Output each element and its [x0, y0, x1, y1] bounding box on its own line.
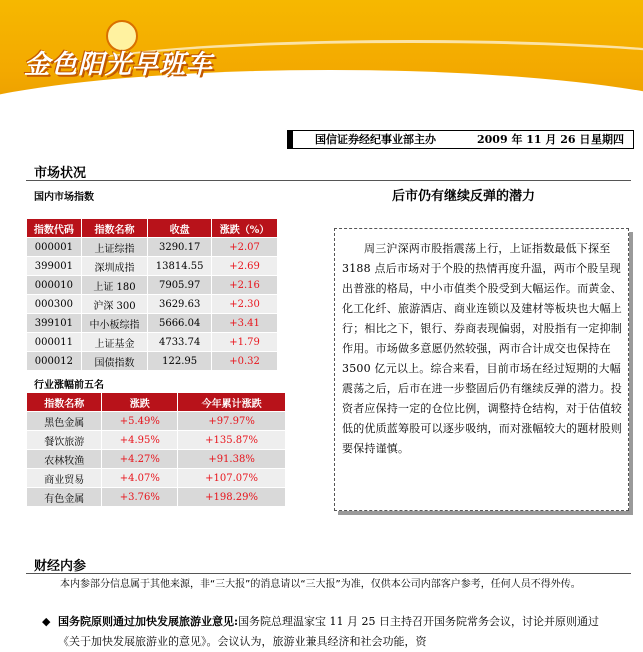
- index-change: +2.16: [212, 276, 277, 294]
- table-row: [27, 450, 285, 468]
- header-banner: [0, 0, 643, 118]
- issue-date: 2009 年 11 月 26 日: [477, 133, 591, 146]
- index-table-header: [27, 219, 277, 237]
- index-name: 上证 180: [82, 276, 147, 294]
- commentary-headline: 后市仍有继续反弹的潜力: [392, 189, 536, 204]
- section-title-finance: 财经内参: [34, 559, 87, 574]
- table-row: [27, 488, 285, 506]
- index-change: +2.30: [212, 295, 277, 313]
- index-code: 399101: [27, 314, 81, 332]
- market-commentary: 周三沪深两市股指震荡上行，上证指数最低下探至 3188 点后市场对于个股的热情再度升温，两市个股呈现出普涨的格局，中小市值类个股受到大幅运作。而黄金、化工化纤、旅游酒店、商业连锁以及建材等板块也大幅上行；相比之下，银行、券商表现偏弱，对股指有一定抑制作用。市场做多意愿仍然较强，两市合计成交也保持在 3500 亿元以上。综合来看，目前市场在经过短期的大幅震荡之后，后市在进一步整固后仍有继续反弹的潜力。投资者应保持一定的仓位比例，调整持仓结构，对于估值较低的优质蓝筹股可以逐步吸纳，而对涨幅较大的题材股则要保持谨慎。: [334, 228, 629, 511]
- index-change: +2.07: [212, 238, 277, 256]
- industry-name: 黑色金属: [27, 412, 101, 430]
- table-row: [27, 276, 277, 294]
- index-name: 中小板综指: [82, 314, 147, 332]
- industry-ytd: +97.97%: [178, 412, 285, 430]
- index-code: 000010: [27, 276, 81, 294]
- section-title-market: 市场状况: [34, 166, 87, 181]
- industry-top5-title: 行业涨幅前五名: [34, 380, 104, 391]
- col-code: 指数代码: [27, 219, 81, 237]
- industry-change: +4.27%: [102, 450, 177, 468]
- index-close: 122.95: [148, 352, 211, 370]
- industry-name: 农林牧渔: [27, 450, 101, 468]
- index-code: 000012: [27, 352, 81, 370]
- index-name: 沪深 300: [82, 295, 147, 313]
- col-name: 指数名称: [82, 219, 147, 237]
- index-close: 3290.17: [148, 238, 211, 256]
- col-industry-ytd: 今年累计涨跌: [178, 393, 285, 411]
- index-change: +0.32: [212, 352, 277, 370]
- info-bar-accent: [287, 130, 292, 149]
- index-close: 4733.74: [148, 333, 211, 351]
- col-industry-change: 涨跌: [102, 393, 177, 411]
- industry-change: +3.76%: [102, 488, 177, 506]
- industry-table: [26, 392, 286, 507]
- news-item: [42, 612, 603, 652]
- industry-change: +4.95%: [102, 431, 177, 449]
- table-row: [27, 314, 277, 332]
- index-name: 深圳成指: [82, 257, 147, 275]
- industry-change: +5.49%: [102, 412, 177, 430]
- table-row: [27, 352, 277, 370]
- section-divider: [26, 573, 631, 574]
- index-change: +1.79: [212, 333, 277, 351]
- index-code: 000011: [27, 333, 81, 351]
- index-close: 7905.97: [148, 276, 211, 294]
- section-divider: [26, 180, 631, 181]
- index-code: 000300: [27, 295, 81, 313]
- news-headline: 国务院原则通过加快发展旅游业意见:: [58, 615, 239, 628]
- table-row: [27, 412, 285, 430]
- brand-logo: 金色阳光早班车: [24, 50, 214, 80]
- index-code: 399001: [27, 257, 81, 275]
- table-row: [27, 333, 277, 351]
- col-close: 收盘: [148, 219, 211, 237]
- index-name: 国债指数: [82, 352, 147, 370]
- issue-weekday: 星期四: [591, 133, 624, 146]
- col-industry-name: 指数名称: [27, 393, 101, 411]
- index-close: 5666.04: [148, 314, 211, 332]
- index-close: 13814.55: [148, 257, 211, 275]
- industry-ytd: +198.29%: [178, 488, 285, 506]
- index-change: +2.69: [212, 257, 277, 275]
- industry-name: 商业贸易: [27, 469, 101, 487]
- disclaimer-notice: 本内参部分信息属于其他来源，非“三大报”的消息请以“三大报”为准，仅供本公司内部客户参考，任何人员不得外传。: [60, 579, 581, 590]
- industry-change: +4.07%: [102, 469, 177, 487]
- industry-name: 餐饮旅游: [27, 431, 101, 449]
- news-body: 国务院总理温家宝 11 月 25 日主持召开国务院常务会议，讨论并原则通过《关于加快发展旅游业的意见》。会议认为，旅游业兼具经济和社会功能，资: [58, 615, 600, 648]
- table-row: [27, 238, 277, 256]
- publisher-name: 国信证券经纪事业部主办: [315, 133, 436, 146]
- industry-ytd: +91.38%: [178, 450, 285, 468]
- col-change: 涨跌（%）: [212, 219, 277, 237]
- publisher-info-bar: [292, 130, 634, 149]
- index-code: 000001: [27, 238, 81, 256]
- industry-name: 有色金属: [27, 488, 101, 506]
- table-row: [27, 469, 285, 487]
- index-table: [26, 218, 278, 371]
- domestic-index-title: 国内市场指数: [34, 192, 94, 203]
- table-row: [27, 257, 277, 275]
- table-row: [27, 431, 285, 449]
- industry-ytd: +107.07%: [178, 469, 285, 487]
- index-close: 3629.63: [148, 295, 211, 313]
- diamond-bullet-icon: ◆: [42, 615, 51, 628]
- industry-ytd: +135.87%: [178, 431, 285, 449]
- index-change: +3.41: [212, 314, 277, 332]
- index-name: 上证综指: [82, 238, 147, 256]
- table-row: [27, 295, 277, 313]
- industry-table-header: [27, 393, 285, 411]
- index-name: 上证基金: [82, 333, 147, 351]
